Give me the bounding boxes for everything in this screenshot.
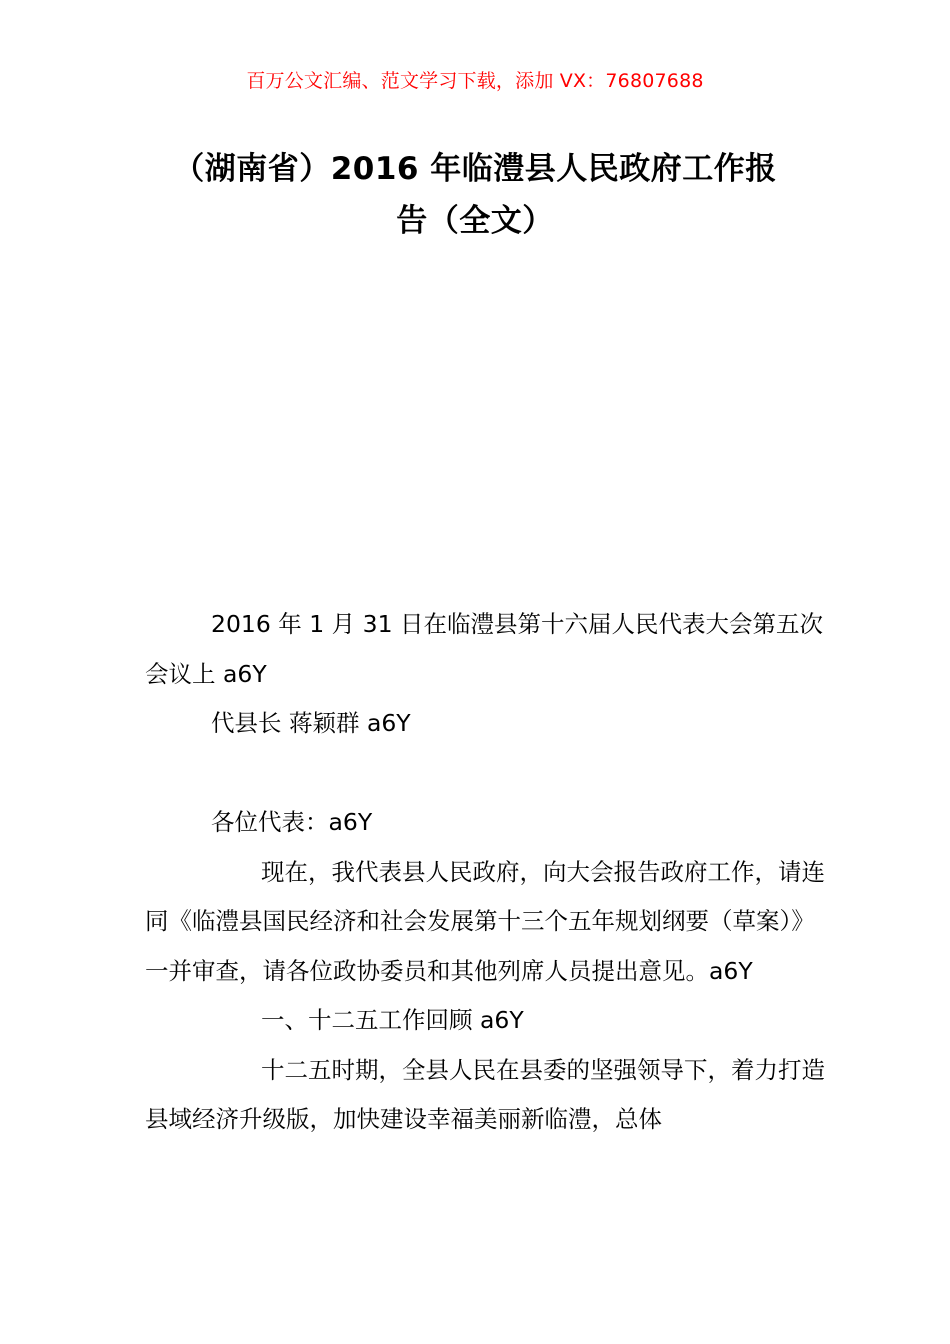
title-line-2: 告（全文）: [396, 203, 554, 239]
header-promo-note: 百万公文汇编、范文学习下载，添加 VX：76807688: [246, 70, 704, 92]
section-heading: 一、十二五工作回顾 a6Y: [261, 1006, 524, 1034]
blank-line: [145, 749, 825, 799]
document-title: [145, 143, 805, 247]
speaker-line: 代县长 蒋颖群 a6Y: [211, 709, 411, 737]
meeting-info-paragraph: 2016 年 1 月 31 日在临澧县第十六届人民代表大会第五次会议上 a6Y: [145, 610, 824, 688]
salutation-line: 各位代表：a6Y: [211, 808, 373, 836]
review-paragraph: 十二五时期，全县人民在县委的坚强领导下，着力打造县域经济升级版，加快建设幸福美丽新临澧，总体: [145, 1055, 825, 1133]
intro-paragraph: 现在，我代表县人民政府，向大会报告政府工作，请连同《临澧县国民经济和社会发展第十三个五年规划纲要（草案）》一并审查，请各位政协委员和其他列席人员提出意见。a6Y: [145, 857, 825, 985]
title-line-1: （湖南省）2016 年临澧县人民政府工作报: [173, 151, 777, 187]
document-body: [145, 600, 825, 1145]
